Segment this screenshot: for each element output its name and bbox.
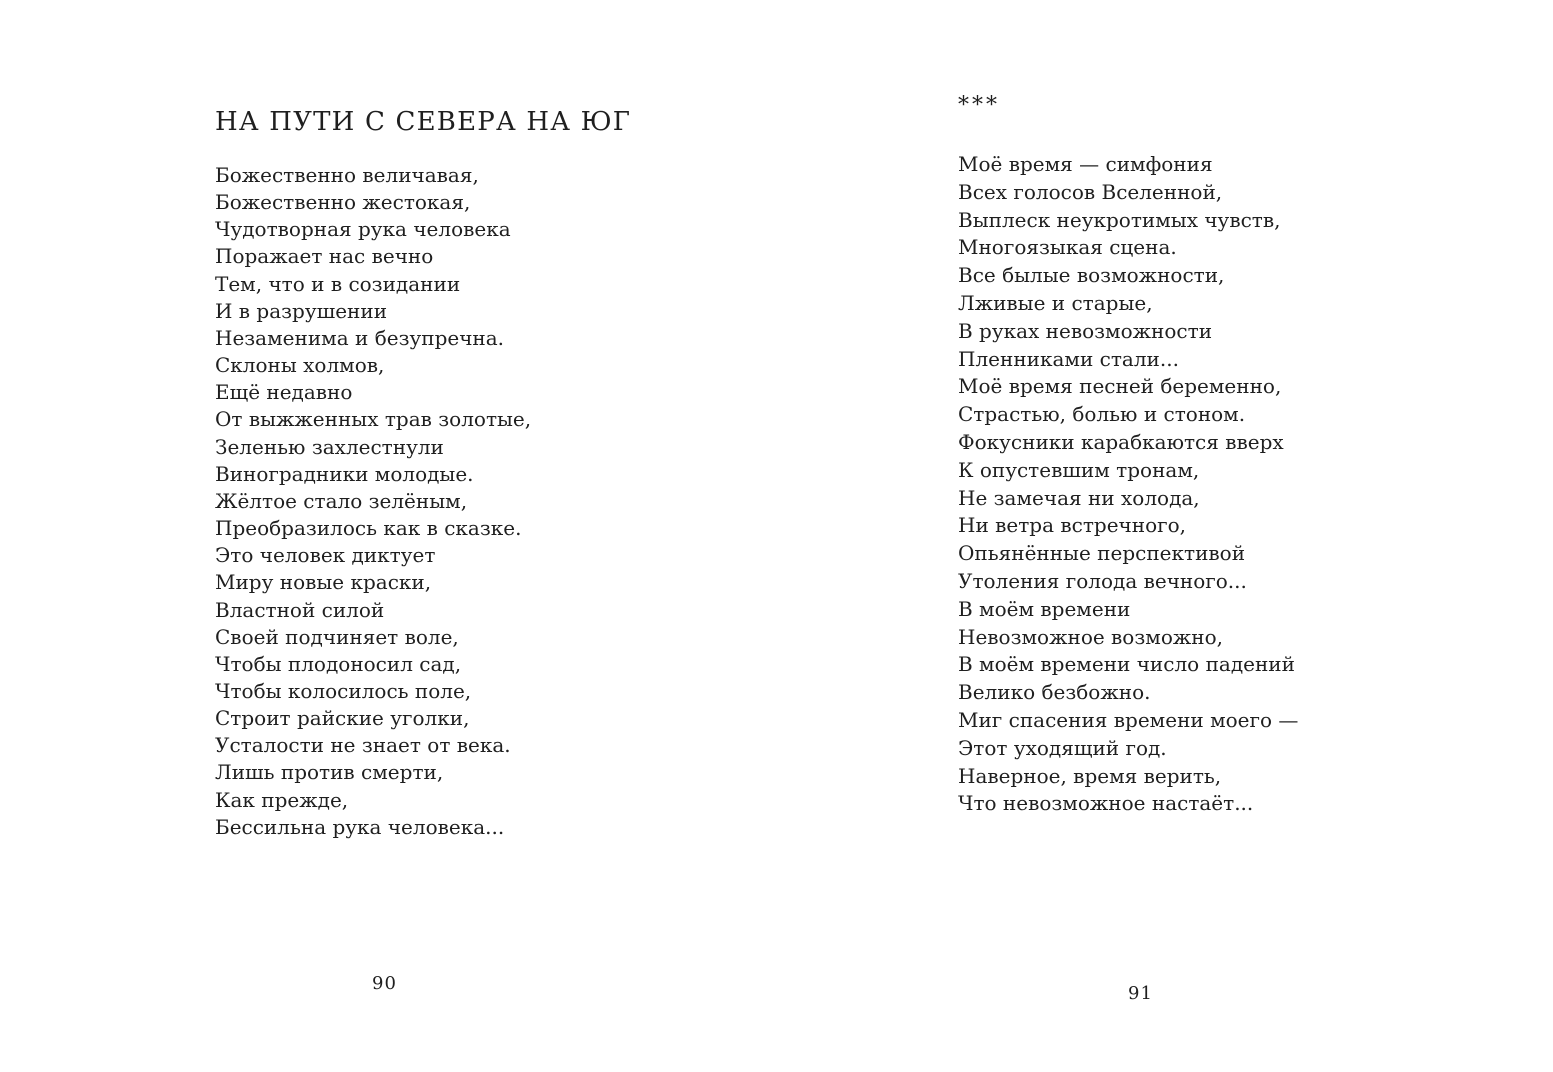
poem-line: Страстью, болью и стоном. [958, 402, 1246, 427]
poem-line: Опьянённые перспективой [958, 541, 1246, 566]
poem-line: Этот уходящий год. [958, 735, 1167, 760]
poem-line: Своей подчиняет воле, [215, 624, 459, 649]
poem-line: Моё время — симфония [958, 152, 1213, 176]
poem-line: Невозможное возможно, [958, 624, 1223, 649]
poem-line: Велико безбожно. [958, 680, 1151, 705]
poem-line: Многоязыкая сцена. [958, 235, 1177, 260]
poem-line: Это человек диктует [215, 543, 436, 568]
poem-line: От выжженных трав золотые, [215, 407, 532, 432]
poem-line: Моё время песней беременно, [958, 374, 1282, 399]
page-number: 91 [1128, 983, 1153, 1004]
poem-line: Фокусники карабкаются вверх [958, 429, 1284, 454]
poem-line: Ещё недавно [215, 380, 353, 405]
poem-line: Зеленью захлестнули [215, 434, 444, 459]
poem-line: Ни ветра встречного, [958, 513, 1187, 538]
poem-line: Не замечая ни холода, [958, 485, 1200, 510]
poem-line: Божественно величавая, [215, 163, 479, 187]
poem-line: Все былые возможности, [958, 263, 1225, 288]
poem-line: Поражает нас вечно [215, 244, 434, 269]
poem-line: Преобразилось как в сказке. [215, 516, 522, 541]
poem-text-left [215, 162, 531, 841]
poem-line: Виноградники молодые. [215, 461, 474, 486]
poem-line: Властной силой [215, 597, 385, 622]
poem-line: Наверное, время верить, [958, 763, 1222, 788]
poem-title: НА ПУТИ С СЕВЕРА НА ЮГ [215, 107, 632, 137]
poem-line: Чтобы плодоносил сад, [215, 651, 462, 676]
poem-title-asterisks: *** [958, 93, 1000, 118]
poem-line: Чтобы колосилось поле, [215, 678, 472, 703]
page-number: 90 [372, 973, 397, 994]
poem-line: Всех голосов Вселенной, [958, 179, 1223, 204]
poem-text-right [958, 151, 1298, 818]
poem-line: Лишь против смерти, [215, 760, 444, 785]
right-page [776, 0, 1553, 1072]
poem-line: Божественно жестокая, [215, 190, 471, 215]
left-page [0, 0, 776, 1072]
poem-line: Выплеск неукротимых чувств, [958, 207, 1281, 232]
poem-line: Бессильна рука человека... [215, 814, 505, 839]
poem-line: Склоны холмов, [215, 353, 385, 378]
poem-line: В моём времени число падений [958, 652, 1295, 677]
poem-line: Усталости не знает от века. [215, 733, 511, 758]
poem-line: Миру новые краски, [215, 570, 432, 595]
poem-line: Чудотворная рука человека [215, 217, 511, 242]
poem-line: Пленниками стали... [958, 346, 1179, 371]
poem-line: И в разрушении [215, 298, 388, 323]
poem-line: К опустевшим тронам, [958, 457, 1200, 482]
poem-line: Незаменима и безупречна. [215, 325, 505, 350]
poem-line: Миг спасения времени моего — [958, 707, 1299, 732]
poem-line: В руках невозможности [958, 318, 1213, 343]
poem-line: Строит райские уголки, [215, 706, 470, 731]
poem-line: Утоления голода вечного... [958, 568, 1247, 593]
poem-line: Как прежде, [215, 787, 349, 812]
poem-line: Что невозможное настаёт... [958, 791, 1254, 816]
poem-line: Лживые и старые, [958, 290, 1153, 315]
poem-line: Жёлтое стало зелёным, [215, 488, 468, 513]
poem-line: В моём времени [958, 596, 1131, 621]
poem-line: Тем, что и в созидании [215, 271, 461, 296]
